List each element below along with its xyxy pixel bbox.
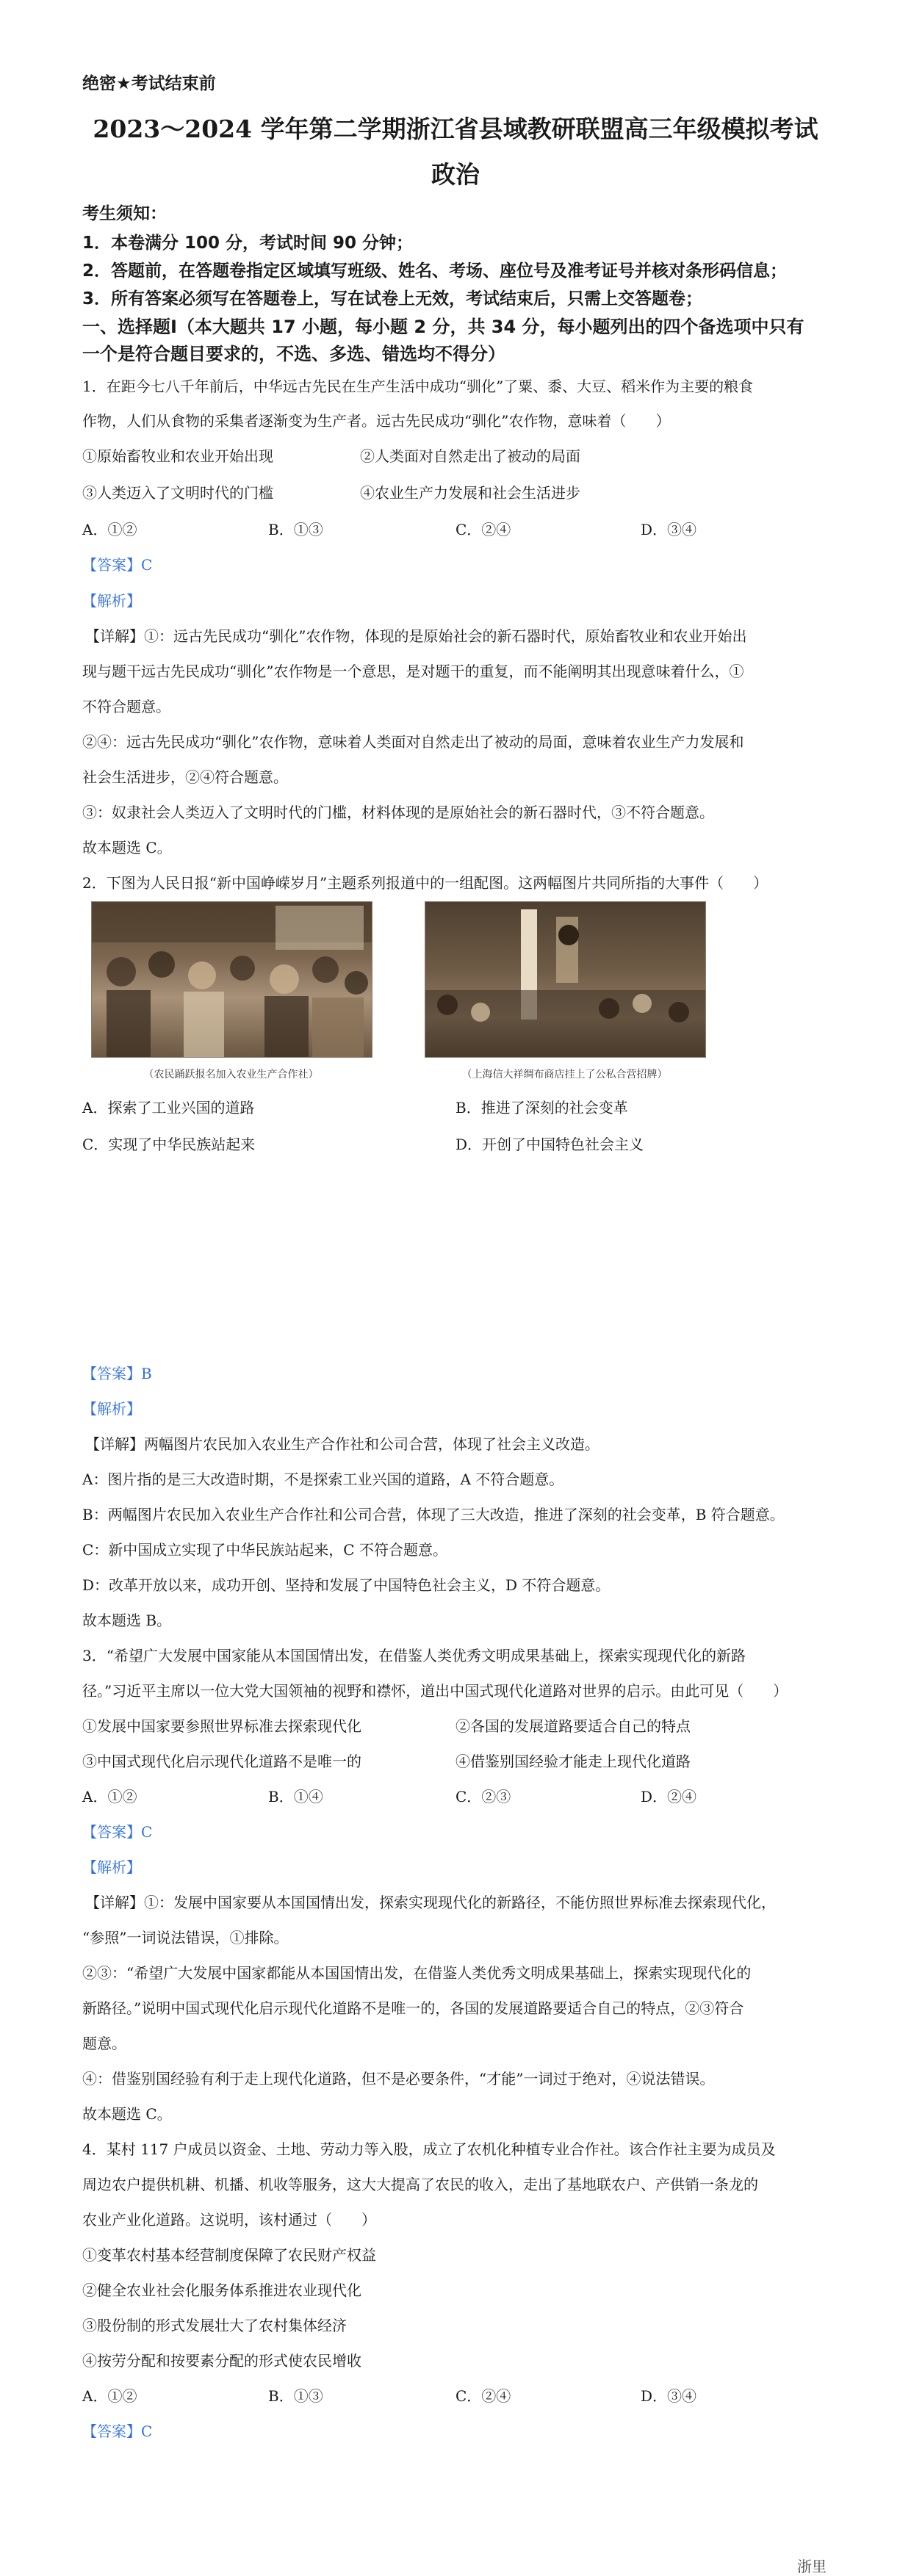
q4-option-b: B．①③	[268, 2387, 323, 2405]
q3-analysis-label: 【解析】	[82, 1858, 141, 1876]
q1-explanation: ③：奴隶社会人类迈入了文明时代的门槛，材料体现的是原始社会的新石器时代，③不符合题意。	[82, 804, 714, 821]
q1-explanation: 故本题选 C。	[82, 839, 172, 856]
q2-option-a: A．探索了工业兴国的道路	[82, 1099, 255, 1116]
q1-stem: 1．在距今七八千年前后，中华远古先民在生产生活中成功“驯化”了粟、黍、大豆、稻米作为主要的粮食	[82, 378, 754, 395]
photo-shanghai-store-sign	[425, 901, 706, 1058]
photo-shanghai-store-art	[425, 902, 705, 1057]
q4-stem: 农业产业化道路。这说明，该村通过（ ）	[82, 2211, 376, 2229]
q2-explanation: B：两幅图片农民加入农业生产合作社和公司合营，体现了三大改造，推进了深刻的社会变革，B 符合题意。	[82, 1506, 785, 1523]
q4-option-a: A．①②	[82, 2387, 137, 2405]
q4-statement: ①变革农村基本经营制度保障了农民财产权益	[82, 2246, 376, 2264]
q2-explanation: 【详解】两幅图片农民加入农业生产合作社和公司合营，体现了社会主义改造。	[85, 1435, 599, 1453]
q1-statement: ①原始畜牧业和农业开始出现	[82, 447, 273, 465]
q1-option-b: B．①③	[268, 521, 323, 538]
q2-analysis-label: 【解析】	[82, 1400, 141, 1418]
q3-explanation: 故本题选 C。	[82, 2105, 172, 2123]
photo-farmers-cooperative-art	[92, 902, 372, 1057]
q2-answer: 【答案】B	[82, 1365, 152, 1382]
q3-explanation: “参照”一词说法错误，①排除。	[82, 1929, 289, 1947]
q4-statement: ②健全农业社会化服务体系推进农业现代化	[82, 2281, 361, 2299]
q3-option-c: C．②③	[455, 1788, 511, 1805]
subject-title: 政治	[431, 160, 480, 189]
section-heading: 一、选择题Ⅰ（本大题共 17 小题，每小题 2 分，共 34 分，每小题列出的四个备选项中只有	[82, 317, 804, 337]
q1-explanation: 不符合题意。	[82, 698, 170, 715]
q1-explanation: 【详解】①：远古先民成功“驯化”农作物，体现的是原始社会的新石器时代，原始畜牧业和农业开始出	[85, 627, 747, 645]
q1-explanation: 社会生活进步，②④符合题意。	[82, 768, 288, 786]
q3-explanation: ②③：“希望广大发展中国家都能从本国国情出发，在借鉴人类优秀文明成果基础上，探索实现现代化的	[82, 1964, 752, 1982]
q3-stem: 3．“希望广大发展中国家能从本国国情出发，在借鉴人类优秀文明成果基础上，探索实现现代化的新路	[82, 1647, 746, 1664]
q2-explanation: 故本题选 B。	[82, 1612, 172, 1629]
photo-caption-2: （上海信大祥绸布商店挂上了公私合营招牌）	[461, 1069, 668, 1080]
q1-option-d: D．③④	[641, 521, 697, 538]
notice-heading: 考生须知：	[82, 204, 167, 223]
q3-answer: 【答案】C	[82, 1823, 153, 1841]
photo-farmers-cooperative	[91, 901, 372, 1058]
q1-statement: ③人类迈入了文明时代的门槛	[82, 484, 273, 502]
q3-explanation: 新路径。”说明中国式现代化启示现代化道路不是唯一的，各国的发展道路要适合自己的特点，②③符合	[82, 1999, 744, 2017]
notice-item: 3．所有答案必须写在答题卷上，写在试卷上无效，考试结束后，只需上交答题卷；	[82, 289, 703, 309]
photo-caption-1: （农民踊跃报名加入农业生产合作社）	[143, 1069, 319, 1080]
q4-stem: 4．某村 117 户成员以资金、土地、劳动力等入股，成立了农机化种植专业合作社。该合作社主要为成员及	[82, 2140, 776, 2158]
q1-statement: ②人类面对自然走出了被动的局面	[360, 447, 580, 465]
q1-explanation: ②④：远古先民成功“驯化”农作物，意味着人类面对自然走出了被动的局面，意味着农业生产力发展和	[82, 733, 744, 751]
q3-stem: 径。”习近平主席以一位大党大国领袖的视野和襟怀，道出中国式现代化道路对世界的启示。由此可见（ ）	[82, 1682, 788, 1700]
q1-explanation: 现与题干远古先民成功“驯化”农作物是一个意思，是对题干的重复，而不能阐明其出现意味着什么，①	[82, 663, 744, 680]
exam-title: 2023～2024 学年第二学期浙江省县域教研联盟高三年级模拟考试	[93, 115, 818, 143]
q4-option-d: D．③④	[641, 2387, 697, 2405]
q2-option-b: B．推进了深刻的社会变革	[455, 1099, 628, 1116]
q1-stem: 作物，人们从食物的采集者逐渐变为生产者。远古先民成功“驯化”农作物，意味着（ ）	[82, 412, 671, 430]
q2-explanation: D：改革开放以来，成功开创、坚持和发展了中国特色社会主义，D 不符合题意。	[82, 1576, 611, 1594]
page-footer: 浙里	[797, 2558, 827, 2575]
q4-statement: ③股份制的形式发展壮大了农村集体经济	[82, 2317, 347, 2334]
q3-statement: ①发展中国家要参照世界标准去探索现代化	[82, 1717, 361, 1735]
notice-item: 2．答题前，在答题卷指定区域填写班级、姓名、考场、座位号及准考证号并核对条形码信息；	[82, 261, 788, 281]
q3-option-d: D．②④	[641, 1788, 697, 1805]
q1-statement: ④农业生产力发展和社会生活进步	[360, 484, 580, 502]
q2-stem: 2．下图为人民日报“新中国峥嵘岁月”主题系列报道中的一组配图。这两幅图片共同所指的大事件（ ）	[82, 874, 768, 892]
q3-option-a: A．①②	[82, 1788, 137, 1805]
q3-statement: ④借鉴别国经验才能走上现代化道路	[455, 1753, 691, 1770]
q1-option-c: C．②④	[455, 521, 511, 538]
q3-statement: ②各国的发展道路要适合自己的特点	[455, 1717, 691, 1735]
q2-explanation: A：图片指的是三大改造时期，不是探索工业兴国的道路，A 不符合题意。	[82, 1471, 564, 1488]
q1-analysis-label: 【解析】	[82, 592, 141, 610]
q4-answer: 【答案】C	[82, 2422, 153, 2440]
q2-option-c: C．实现了中华民族站起来	[82, 1136, 256, 1153]
q3-option-b: B．①④	[268, 1788, 323, 1805]
q4-stem: 周边农户提供机耕、机播、机收等服务，这大大提高了农民的收入，走出了基地联农户、产供销一条龙的	[82, 2176, 758, 2193]
q4-statement: ④按劳分配和按要素分配的形式使农民增收	[82, 2352, 361, 2370]
confidential-mark: 绝密★考试结束前	[82, 74, 216, 93]
q1-answer: 【答案】C	[82, 556, 153, 574]
q2-option-d: D．开创了中国特色社会主义	[455, 1136, 644, 1153]
q2-explanation: C：新中国成立实现了中华民族站起来，C 不符合题意。	[82, 1541, 447, 1559]
q3-explanation: ④：借鉴别国经验有利于走上现代化道路，但不是必要条件，“才能”一词过于绝对，④说法错误。	[82, 2070, 715, 2088]
q3-statement: ③中国式现代化启示现代化道路不是唯一的	[82, 1753, 361, 1770]
q3-explanation: 题意。	[82, 2035, 126, 2052]
q1-option-a: A．①②	[82, 521, 137, 538]
q4-option-c: C．②④	[455, 2387, 511, 2405]
section-heading: 一个是符合题目要求的，不选、多选、错选均不得分）	[82, 344, 505, 364]
q3-explanation: 【详解】①：发展中国家要从本国国情出发，探索实现现代化的新路径，不能仿照世界标准去探索现代化，	[85, 1894, 776, 1911]
notice-item: 1．本卷满分 100 分，考试时间 90 分钟；	[82, 234, 414, 253]
